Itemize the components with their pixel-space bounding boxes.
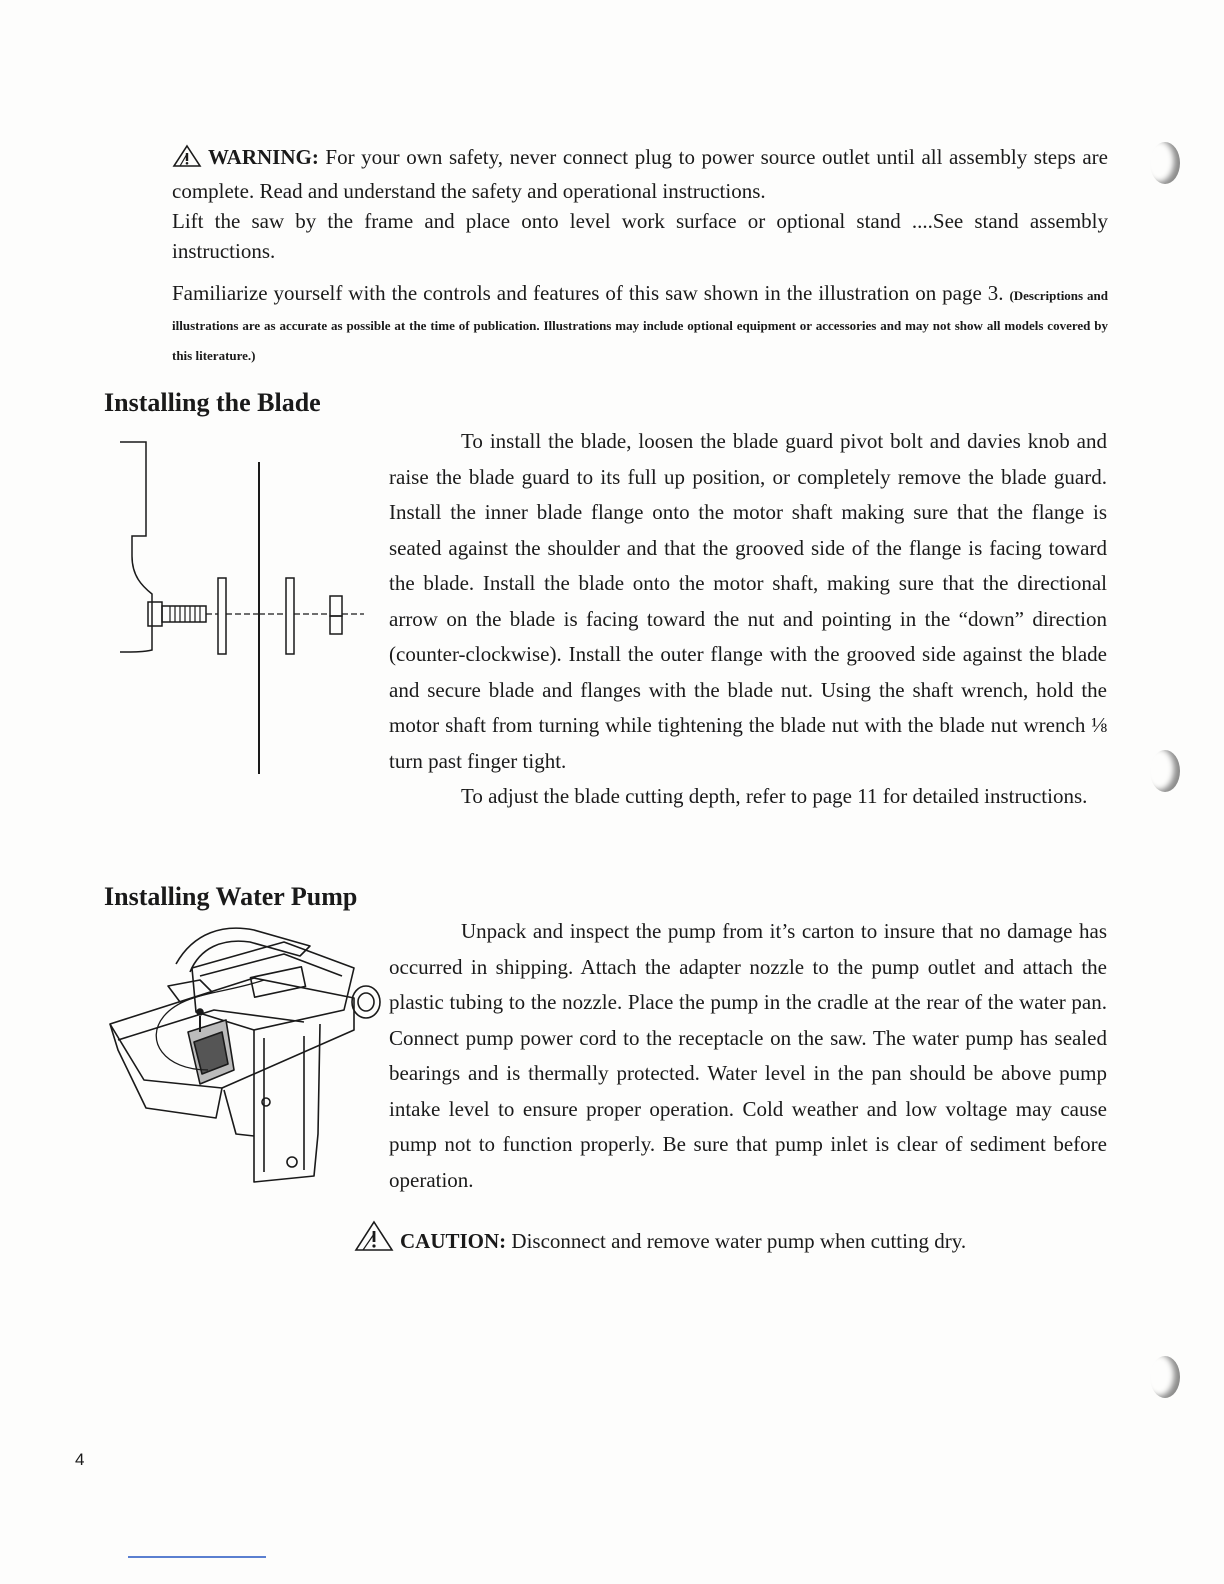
lift-instructions: Lift the saw by the frame and place onto level work surface or optional stand ....See stand assembly instructions. xyxy=(172,209,1108,263)
warning-text: For your own safety, never connect plug to power source outlet until all assembly steps are complete. Read and understand the safety and operational instructions. xyxy=(172,145,1108,203)
warning-label: WARNING: xyxy=(208,145,319,169)
punch-hole xyxy=(1150,750,1180,792)
punch-hole xyxy=(1150,1356,1180,1398)
warning-triangle-icon xyxy=(172,144,202,176)
blade-paragraph: To install the blade, loosen the blade guard pivot bolt and davies knob and raise the blade guard to its full up position, or completely remove the blade guard. Install the inner blade flange onto the motor shaft making sure that the flange is seated against the shoulder and that the grooved side of the flange is facing toward the blade. Install the blade onto the motor shaft, making sure that the directional arrow on the blade is facing toward the nut and pointing in the “down” direction (counter-clockwise). Install the outer flange with the grooved side against the blade and secure blade and flanges with the blade nut. Using the shaft wrench, hold the motor shaft from turning while tightening the blade nut with the blade nut wrench ⅛ turn past finger tight. xyxy=(389,429,1107,773)
blade-instructions xyxy=(389,424,1107,815)
publication-note: (Descriptions and illustrations are as accurate as possible at the time of publication. Illustrations may include optional equipment or accessories and may not show all models covered by this literature.) xyxy=(172,288,1108,363)
warning-paragraph xyxy=(172,142,1108,206)
pump-paragraph: Unpack and inspect the pump from it’s carton to insure that no damage has occurred in shipping. Attach the adapter nozzle to the pump outlet and attach the plastic tubing to the nozzle. Place the pump in the cradle at the rear of the water pan. Connect pump power cord to the receptacle on the saw. The water pump has sealed bearings and is thermally protected. Water level in the pan should be above pump intake level to ensure proper operation. Cold weather and low voltage may cause pump not to function properly. Be sure that pump inlet is clear of sediment before operation. xyxy=(389,919,1107,1192)
pump-instructions xyxy=(389,914,1107,1198)
caution-label: CAUTION: xyxy=(400,1229,507,1253)
section-heading-installing-blade: Installing the Blade xyxy=(104,388,321,417)
section-heading-installing-pump: Installing Water Pump xyxy=(104,882,358,911)
caution-text: Disconnect and remove water pump when cutting dry. xyxy=(506,1229,967,1253)
water-pump-saw-illustration-icon xyxy=(104,920,386,1195)
caution-block xyxy=(354,1220,966,1260)
familiarize-paragraph xyxy=(172,278,1108,368)
punch-hole xyxy=(1150,142,1180,184)
warning-triangle-icon xyxy=(354,1220,394,1260)
familiarize-text: Familiarize yourself with the controls and features of this saw shown in the illustration on page 3. xyxy=(172,281,1010,305)
blade-depth-paragraph: To adjust the blade cutting depth, refer to page 11 for detailed instructions. xyxy=(461,784,1088,808)
warning-block xyxy=(172,142,1108,266)
blade-assembly-diagram-icon xyxy=(112,436,382,781)
page-number: 4 xyxy=(75,1450,85,1469)
footer-rule xyxy=(128,1556,266,1558)
